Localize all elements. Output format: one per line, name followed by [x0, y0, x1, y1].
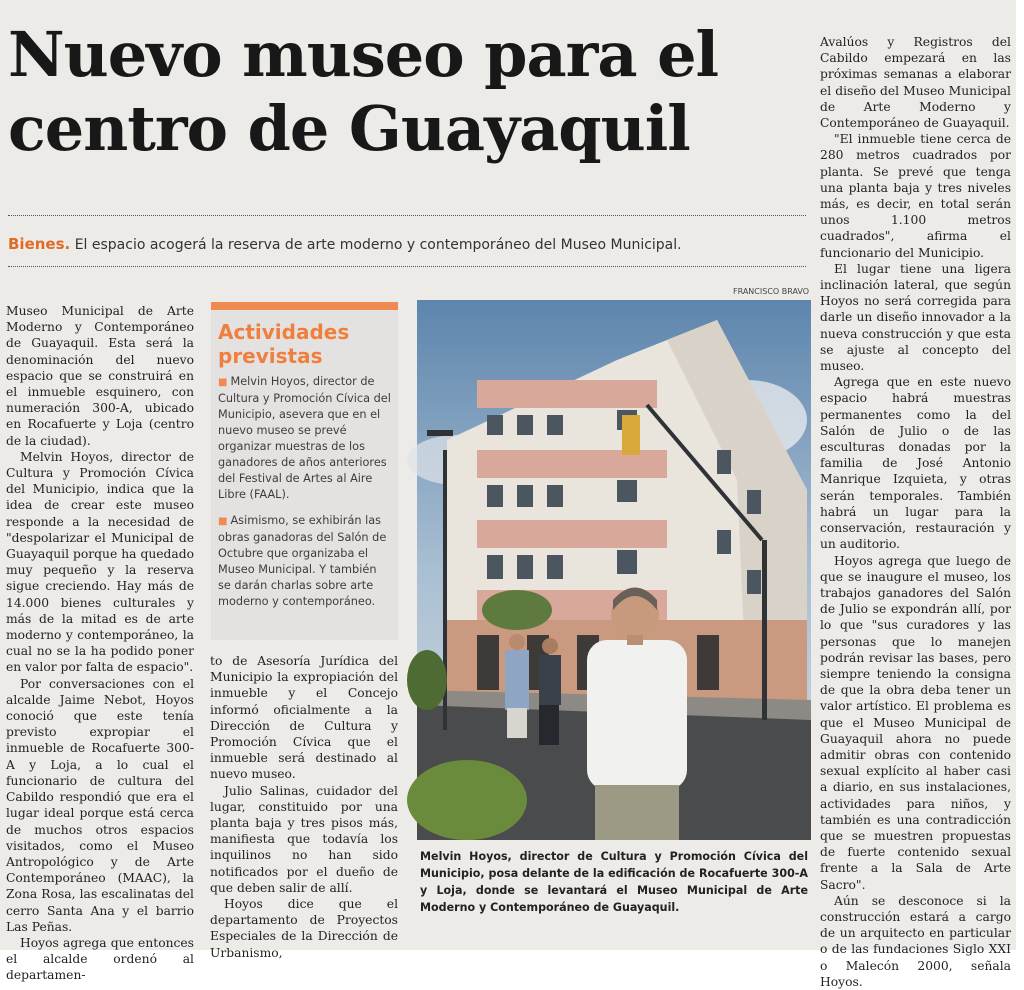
headline-line-1: Nuevo museo para el — [8, 18, 719, 91]
paragraph: El lugar tiene una ligera inclinación lateral, que según Hoyos no será corregida para darle un diseño innovador a la nueva construcción y que esta se ajuste al concepto del museo. — [820, 261, 1011, 374]
deck — [8, 235, 808, 253]
paragraph: Hoyos dice que el departamento de Proyectos Especiales de la Dirección de Urbanismo, — [210, 897, 398, 960]
square-bullet-icon: ■ — [218, 377, 228, 388]
paragraph: "El inmueble tiene cerca de 280 metros cuadrados por planta. Se prevé que tenga una planta baja y tres niveles más, es decir, en total serán unos 1.100 metros cuadrados", afirma el funcionario del Municipio. — [820, 132, 1011, 260]
paragraph: Julio Salinas, cuidador del lugar, constituido por una planta baja y tres pisos más, manifiesta que todavía los inquilinos no han sido notificados por el dueño de que deben salir de allí. — [210, 783, 398, 895]
deck-kicker: Bienes. — [8, 235, 71, 253]
headline-line-2: centro de Guayaquil — [8, 92, 690, 165]
photo-credit: FRANCISCO BRAVO — [733, 287, 810, 296]
paragraph: Agrega que en este nuevo espacio habrá muestras permanentes como la del Salón de Julio o de las esculturas donadas por la familia de José Antonio Manrique Izquieta, y otras serán temporales. También habrá un lugar para la conservación, restauración y un auditorio. — [820, 375, 1011, 552]
sidebar-item: ■ Asimismo, se exhibirán las obras ganadoras del Salón de Octubre que organizaba el Museo Municipal. Y también se darán charlas sobre arte moderno y contemporáneo. — [218, 514, 387, 608]
divider-bottom — [8, 266, 806, 267]
headline — [8, 18, 808, 166]
article-column-1 — [6, 303, 194, 983]
divider-top — [8, 215, 806, 216]
photo-caption: Melvin Hoyos, director de Cultura y Promoción Cívica del Municipio, posa delante de la edificación de Rocafuerte 300-A y Loja, donde se levantará el Museo Municipal de Arte Moderno y Contemporáneo de Guayaquil. — [420, 850, 808, 914]
sidebar-item: ■ Melvin Hoyos, director de Cultura y Promoción Cívica del Municipio, asevera que en el nuevo museo se prevé organizar muestras de los ganadores de años anteriores del Festival de Artes al Aire Libre (FAAL). — [218, 375, 391, 501]
article-column-4 — [820, 34, 1011, 989]
paragraph: Melvin Hoyos, director de Cultura y Promoción Cívica del Municipio, indica que la idea de crear este museo responde a la necesidad de "despolarizar el Municipal de Guayaquil porque ha quedado muy pequeño y la reserva sigue creciendo. Hay más de 14.000 bienes culturales y más de la mitad es de arte moderno y contemporáneo, la cual no se la ha podido poner en valor por falta de espacio". — [6, 449, 194, 675]
article-column-2 — [210, 653, 398, 960]
deck-text: El espacio acogerá la reserva de arte moderno y contemporáneo del Museo Municipal. — [74, 237, 682, 253]
paragraph: to de Asesoría Jurídica del Municipio la expropiación del inmueble y el Concejo informó oficialmente a la Dirección de Cultura y Promoción Cívica que el inmueble será destinado al nuevo museo. — [210, 654, 398, 782]
paragraph: Hoyos agrega que entonces el alcalde ordenó al departamen- — [6, 935, 194, 983]
paragraph: Aún se desconoce si la construcción estará a cargo de un arquitecto en particular o de las fundaciones Siglo XXI o Malecón 2000, señala Hoyos. — [820, 893, 1011, 989]
sidebar-title: Actividades previstas — [218, 320, 350, 368]
paragraph: Avalúos y Registros del Cabildo empezará en las próximas semanas a elaborar el diseño del Museo Municipal de Arte Moderno y Contemporáneo de Guayaquil. — [820, 35, 1011, 131]
square-bullet-icon: ■ — [218, 516, 228, 527]
building-photo — [417, 300, 811, 840]
paragraph: Museo Municipal de Arte Moderno y Contemporáneo de Guayaquil. Esta será la denominación del nuevo espacio que se construirá en el inmueble esquinero, con numeración 300-A, ubicado en Rocafuerte y Loja (centro de la ciudad). — [6, 304, 194, 448]
sidebar-box — [211, 302, 398, 640]
paragraph: Por conversaciones con el alcalde Jaime Nebot, Hoyos conoció que este tenía previsto expropiar el inmueble de Rocafuerte 300-A y Loja, a lo cual el funcionario de cultura del Cabildo respondió que era el lugar ideal porque está cerca de muchos otros espacios visitados, como el Museo Antropológico y de Arte Contemporáneo (MAAC), la Zona Rosa, las escalinatas del cerro Santa Ana y el barrio Las Peñas. — [6, 676, 194, 934]
paragraph: Hoyos agrega que luego de que se inaugure el museo, los trabajos ganadores del Salón de Julio se expondrán allí, por lo que "sus curadores y las personas que lo manejen podrán revisar las bases, pero siempre teniendo la consigna de que la obra deba tener un valor artístico. El problema es que el Museo Municipal de Guayaquil ahora no puede admitir obras con contenido sexual explícito al haber casi a diario, en sus instalaciones, actividades para niños, y también es una contradicción que se muestren propuestas de fuerte contenido sexual frente a la Sala de Arte Sacro". — [820, 553, 1011, 892]
